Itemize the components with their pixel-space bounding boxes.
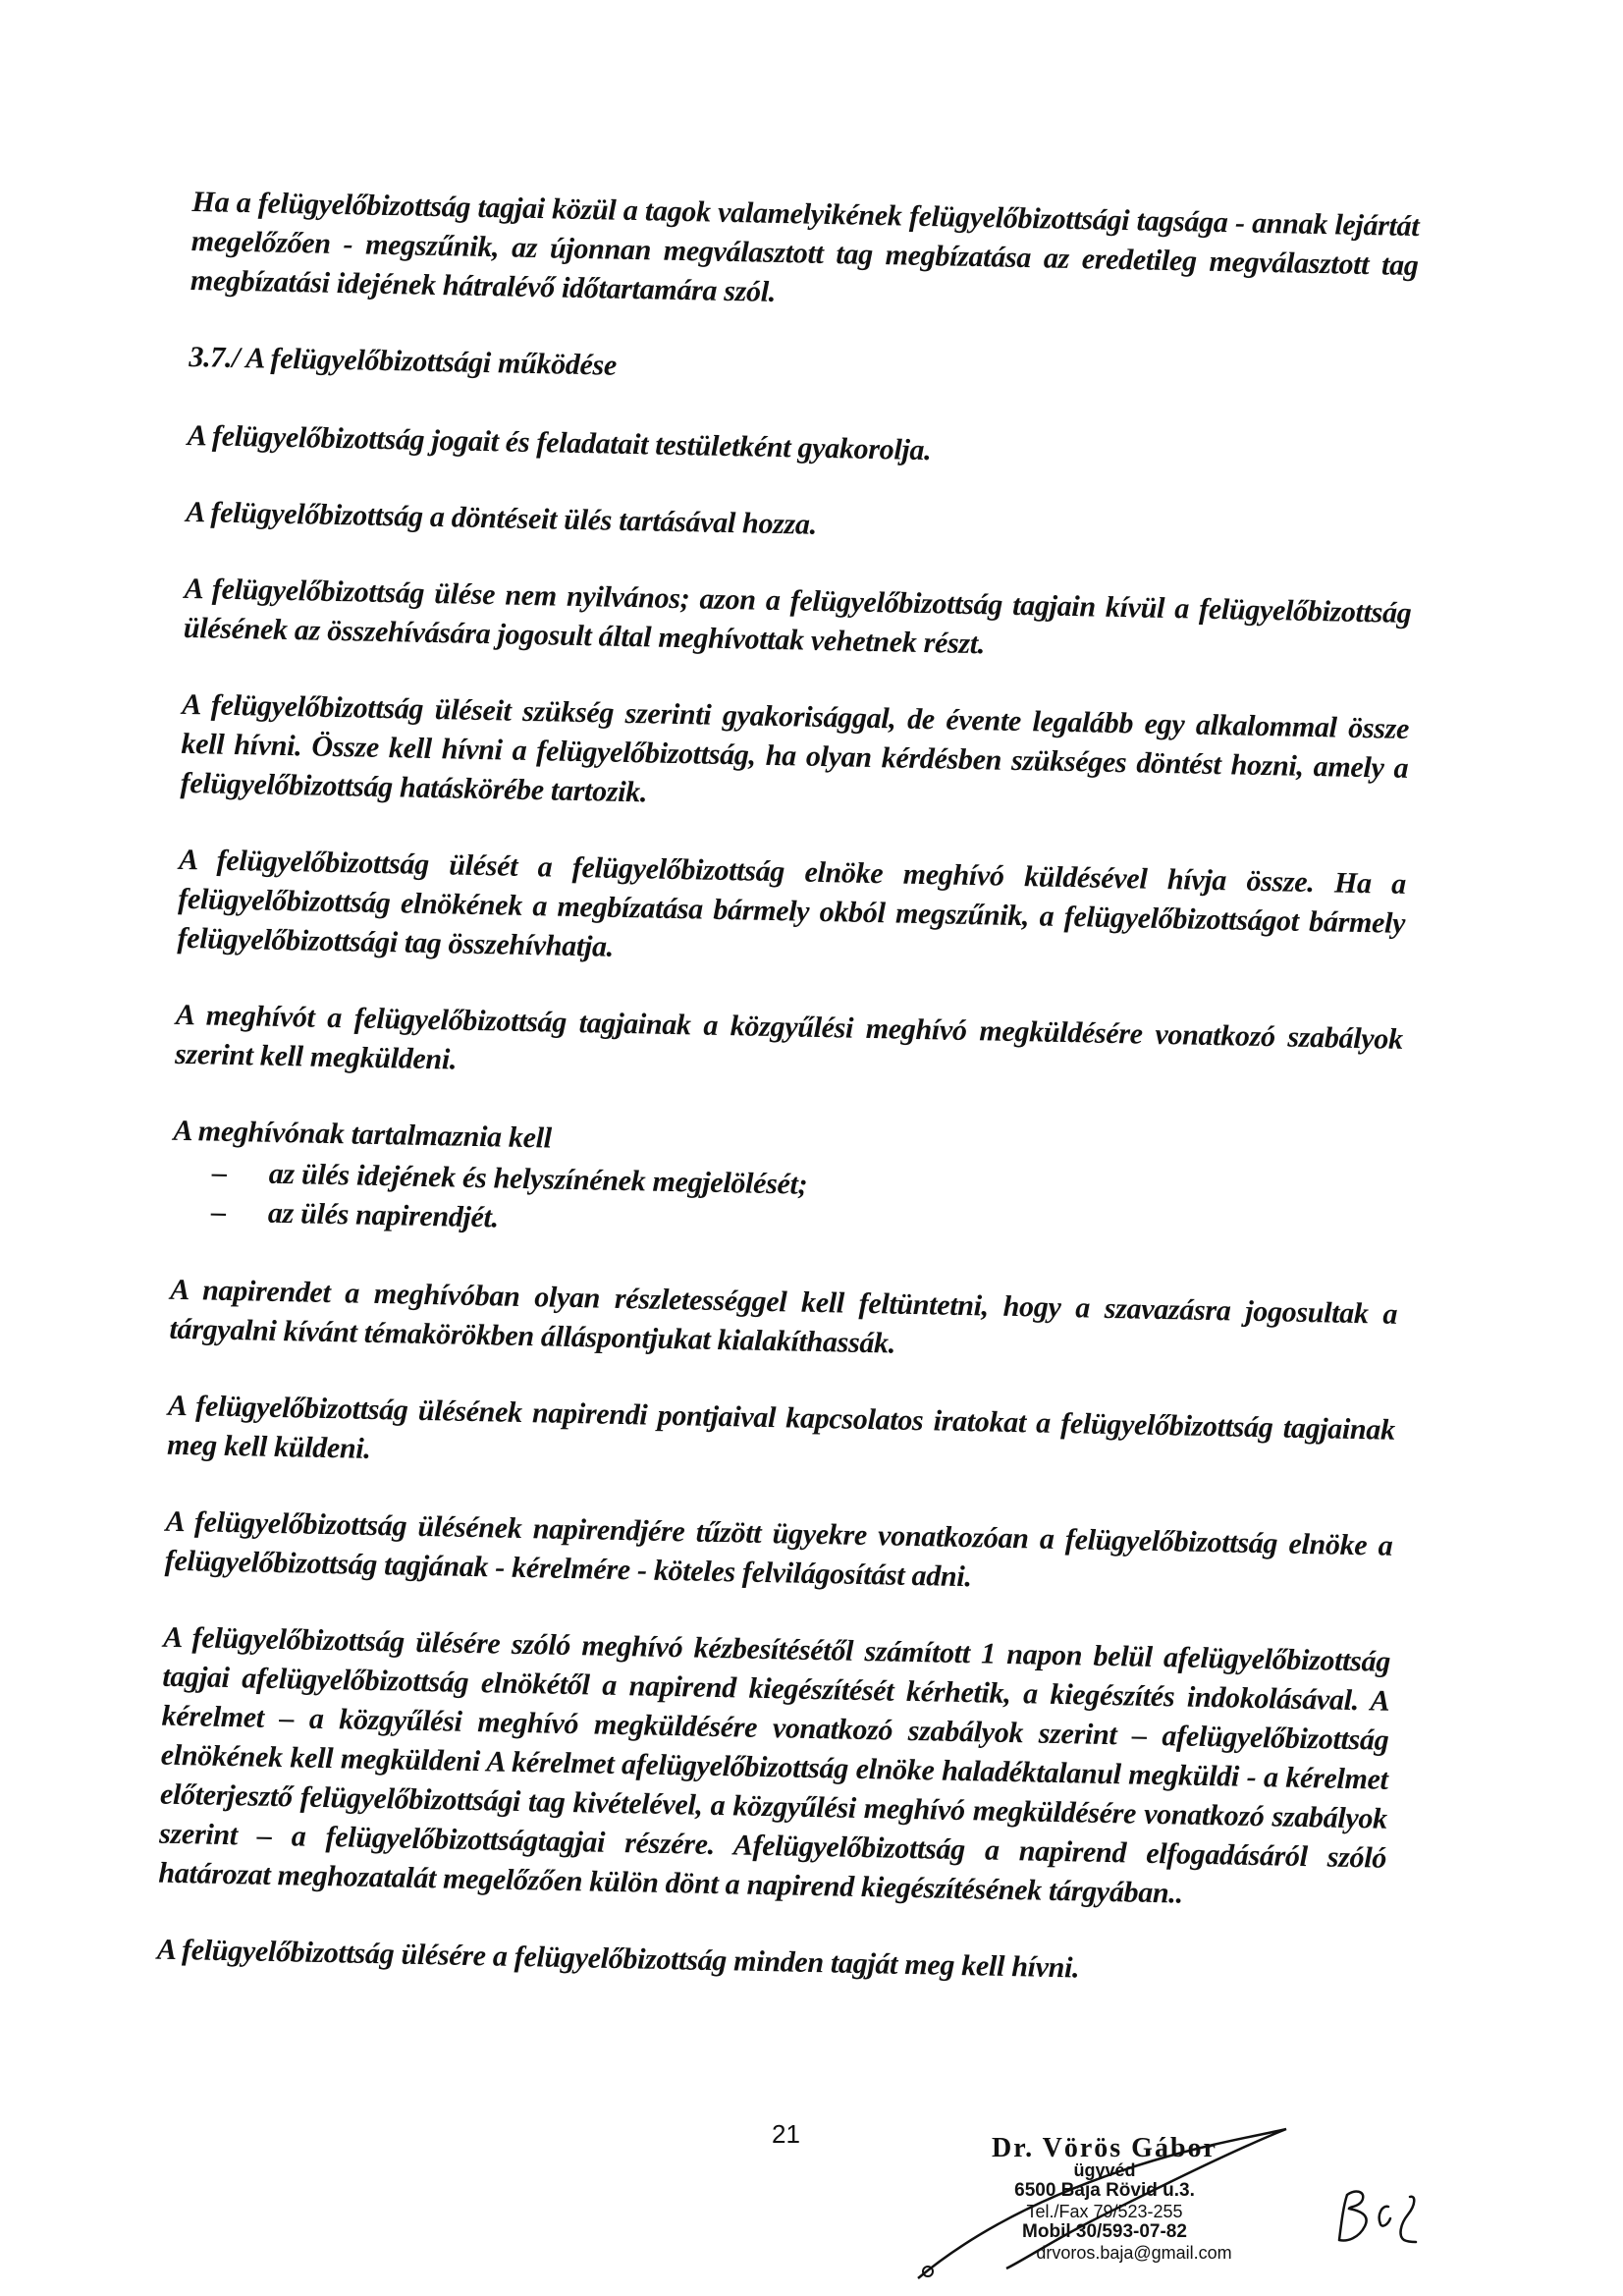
stamp-email: drvoros.baja@gmail.com: [1036, 2243, 1232, 2263]
lawyer-stamp: [898, 2121, 1291, 2288]
intro-paragraph: Ha a felügyelőbizottság tagjai közül a tagok valamelyikének felügyelőbizottsági tagsága - annak lejártát megelőzően - megszűnik, az újonnan megválasztott tag megbízatása az eredetileg megválasztott tag megbízatási idejének hátralévő időtartamára szól.: [189, 185, 1420, 308]
paragraph: A felügyelőbizottság üléseit szükség szerinti gyakorisággal, de évente legalább egy alkalommal össze kell hívni. Össze kell hívni a felügyelőbizottság, ha olyan kérdésben szükséges döntést hozni, amely a felügyelőbizottság hatáskörébe tartozik.: [180, 687, 1410, 809]
paragraph: A felügyelőbizottság ülésére szóló meghívó kézbesítésétől számított 1 napon belül afelügyelőbizottság tagjai afelügyelőbizottság elnökétől a napirend kiegészítését kérhetik, a kiegészítés indokolásával. A kérelmet – a közgyűlési meghívó megküldésére vonatkozó szabályok szerint – afelügyelőbizottság elnökének kell megküldeni A kérelmet afelügyelőbizottság elnöke haladéktalanul megküldi - a kérelmet előterjesztő felügyelőbizottsági tag kivételével, a közgyűlési meghívó megküldésére vonatkozó szabályok szerint – a felügyelőbizottságtagjai részére. Afelügyelőbizottság a napirend elfogadásáról szóló határozat meghozatalát megelőzően külön dönt a napirend kiegészítésének tárgyában..: [158, 1620, 1391, 1910]
list-intro: A meghívónak tartalmaznia kell: [173, 1114, 553, 1155]
dash-bullet: –: [211, 1156, 227, 1189]
paragraph: A felügyelőbizottság ülésére a felügyelőbizottság minden tagját meg kell hívni.: [156, 1933, 1080, 1985]
stamp-name: Dr. Vörös Gábor: [992, 2133, 1217, 2163]
paragraph: A felügyelőbizottság jogait és feladatait testületként gyakorolja.: [187, 418, 932, 467]
dash-bullet: –: [210, 1195, 226, 1229]
stamp-mobile: Mobil 30/593-07-82: [1022, 2221, 1187, 2242]
paragraph: A meghívót a felügyelőbizottság tagjainak a közgyűlési meghívó megküldésére vonatkozó szabályok szerint kell megküldeni.: [174, 998, 1404, 1076]
list-item: – az ülés idejének és helyszínének megjelölését;: [172, 1153, 1400, 1217]
handwritten-initials: [1325, 2185, 1424, 2254]
paragraph: A felügyelőbizottság ülésének napirendjére tűzött ügyekre vonatkozóan a felügyelőbizottság elnöke a felügyelőbizottság tagjának - kérelmére - köteles felvilágosítást adni.: [164, 1504, 1393, 1594]
stamp-title: ügyvéd: [1073, 2160, 1136, 2180]
paragraph: A felügyelőbizottság ülésének napirendi pontjaival kapcsolatos iratokat a felügyelőbizottság tagjainak meg kell küldeni.: [166, 1389, 1396, 1465]
paragraph: A felügyelőbizottság ülése nem nyilvános; azon a felügyelőbizottság tagjain kívül a felügyelőbizottság ülésének az összehívására jogosult által meghívottak vehetnek részt.: [183, 572, 1412, 661]
section-heading: 3.7./ A felügyelőbizottsági működése: [189, 340, 618, 382]
paragraph: A felügyelőbizottság a döntéseit ülés tartásával hozza.: [185, 495, 818, 541]
paragraph: A felügyelőbizottság ülését a felügyelőbizottság elnöke meghívó küldésével hívja össze. Ha a felügyelőbizottság elnökének a megbízatása bármely okból megszűnik, a felügyelőbizottságot bármely felügyelőbizottsági tag összehívhatja.: [177, 843, 1407, 963]
signature-stroke: [898, 2121, 1291, 2288]
stamp-phone: Tel./Fax 79/523-255: [1026, 2202, 1183, 2221]
page-number: 21: [772, 2119, 800, 2149]
list-item: – az ülés napirendjét.: [172, 1192, 1400, 1256]
stamp-address: 6500 Baja Rövid u.3.: [1014, 2180, 1195, 2201]
paragraph: A napirendet a meghívóban olyan részletességgel kell feltüntetni, hogy a szavazásra jogosultak a tárgyalni kívánt témakörökben álláspontjukat kialakíthassák.: [169, 1273, 1398, 1360]
document-body: [156, 183, 1420, 2032]
